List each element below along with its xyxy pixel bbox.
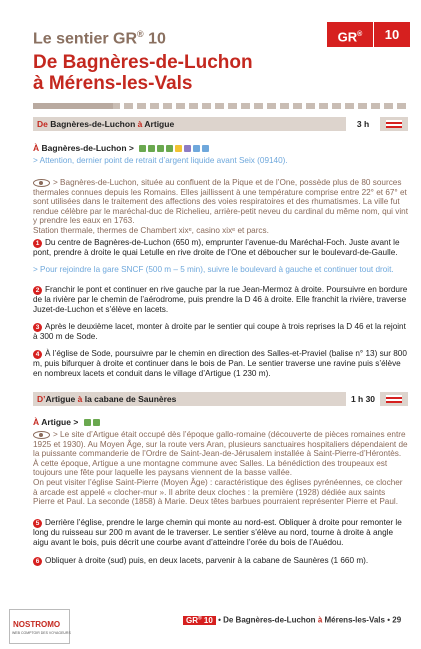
duration-label: 3 h (346, 117, 380, 131)
step-3: 3 Après le deuxième lacet, monter à droite par le sentier qui coupe à trois reprises la D 46 et la rejoint à 300 m de Sode. (33, 322, 406, 341)
nostromo-logo: NOSTROMO WEB COMPTOIR DES VOYAGEURS (9, 609, 70, 644)
eye-icon (33, 431, 50, 439)
decorative-bar (33, 103, 408, 109)
page-kicker: Le sentier GR® 10 (33, 29, 166, 48)
artigue-description: > Le site d’Artigue était occupé dès l’époque gallo-romaine (découverte de pièces romaines entre 1925 et 1930). Au Moyen Âge, sur la route vers Aran, plusieurs sanctuaires hospitaliers dépendaient de la puissante commanderie de l’Ordre de Saint-Jean-de-Jérusalem installée à Saint-Pierre-d’Hérontès. À cette époque, Artigue a une montagne commune avec Salles. La bénédiction des troupeaux est toujours une fête pour laquelle les paysans viennent de la basse vallée. On peut visiter l’église Saint-Pierre (Moyen Âge) : caractéristique des églises pyrénéennes, ce clocher à arcade est appelé « clocher-mur ». Il abrite deux cloches : la première (1928) dédiée aux saints Pierre et Paul. La seconde (1858) à Marie. Deux têtes barbues pourraient représenter Pierre et Paul. (33, 430, 408, 507)
info-icon (193, 145, 200, 152)
restaurant-icon (175, 145, 182, 152)
sncf-info: > Pour rejoindre la gare SNCF (500 m – 5 min), suivre le boulevard à gauche et continuer tout droit. (33, 265, 394, 274)
hotel-icon (139, 145, 146, 152)
shop-icon (184, 145, 191, 152)
section-bar-luchon-artigue: De Bagnères-de-Luchon à Artigue 3 h (33, 117, 408, 131)
step-6: 6 Obliquer à droite (sud) puis, en deux lacets, parvenir à la cabane de Saunères (1 660 m). (33, 556, 408, 566)
camping-icon (93, 419, 100, 426)
step-2: 2 Franchir le pont et continuer en rive gauche par la rue Jean-Mermoz à droite. Poursuivre en bordure de la rivière par le chemin de l’aérodrome, puis prendre la D 46 à droite. Elle franchit la rivière, traverse Juzet-de-Luchon et s’élève en lacets. (33, 285, 408, 314)
step-5: 5 Derrière l’église, prendre le large chemin qui monte au nord-est. Obliquer à droite pour remonter le long du ruisseau sur 200 m avant de le traverser. Le sentier s’élève au nord, tourne à droite à angle aigu avant le bois, puis décrit une courbe avant d’atteindre l’orée du bois de l’Auédou. (33, 518, 402, 547)
gr-badge: GR® 10 (327, 22, 410, 47)
step-1: 1 Du centre de Bagnères-de-Luchon (650 m), emprunter l’avenue-du Maréchal-Foch. Juste avant le pont, prendre à droite le quai Letulle en rive droite de l’One et déboucher sur le boulevard-de-Gaulle. (33, 238, 400, 257)
eye-icon (33, 179, 50, 187)
page-number: 29 (392, 615, 402, 625)
flag-icon (386, 395, 402, 403)
flag-icon (386, 120, 402, 128)
bus-icon (202, 145, 209, 152)
warning-text: > Attention, dernier point de retrait d’argent liquide avant Seix (09140). (33, 156, 288, 165)
gite-icon (84, 419, 91, 426)
food-icon (166, 145, 173, 152)
place-bagneres: À Bagnères-de-Luchon > (33, 143, 209, 153)
place-artigue: À Artigue > (33, 417, 100, 427)
step-4: 4 À l’église de Sode, poursuivre par le chemin en direction des Salles-et-Praviel (balise n° 13) sur 800 m, puis bifurquer à droite et continuer dans le bois de Pan. Le sentier traverse une ravine puis s’élève en nombreux lacets et conduit dans le village d’Artigue (1 230 m). (33, 349, 407, 378)
page-title: De Bagnères-de-Luchon à Mérens-les-Vals (33, 52, 253, 94)
page-footer: GR® 10 • De Bagnères-de-Luchon à Mérens-les-Vals • 29 (183, 615, 401, 625)
duration-label: 1 h 30 (346, 392, 380, 406)
gite-icon (148, 145, 155, 152)
luchon-description: > Bagnères-de-Luchon, située au confluent de la Pique et de l’One, possède plus de 80 sources thermales connues depuis les Romains. Elles jaillissent à une température comprise entre 22° et 67° et sont utilisées dans le traitement des affections des voies respiratoires et des rhumatismes. La ville fut rendue célèbre par le maréchal-duc de Richelieu, arrière-petit neveu du cardinal du même nom, qui vint y prendre les eaux en 1763. Station thermale, thermes de Chambert xixᵉ, casino xixᵉ et parcs. (33, 178, 409, 235)
camping-icon (157, 145, 164, 152)
section-bar-artigue-saunères: D’Artigue à la cabane de Saunères 1 h 30 (33, 392, 408, 406)
